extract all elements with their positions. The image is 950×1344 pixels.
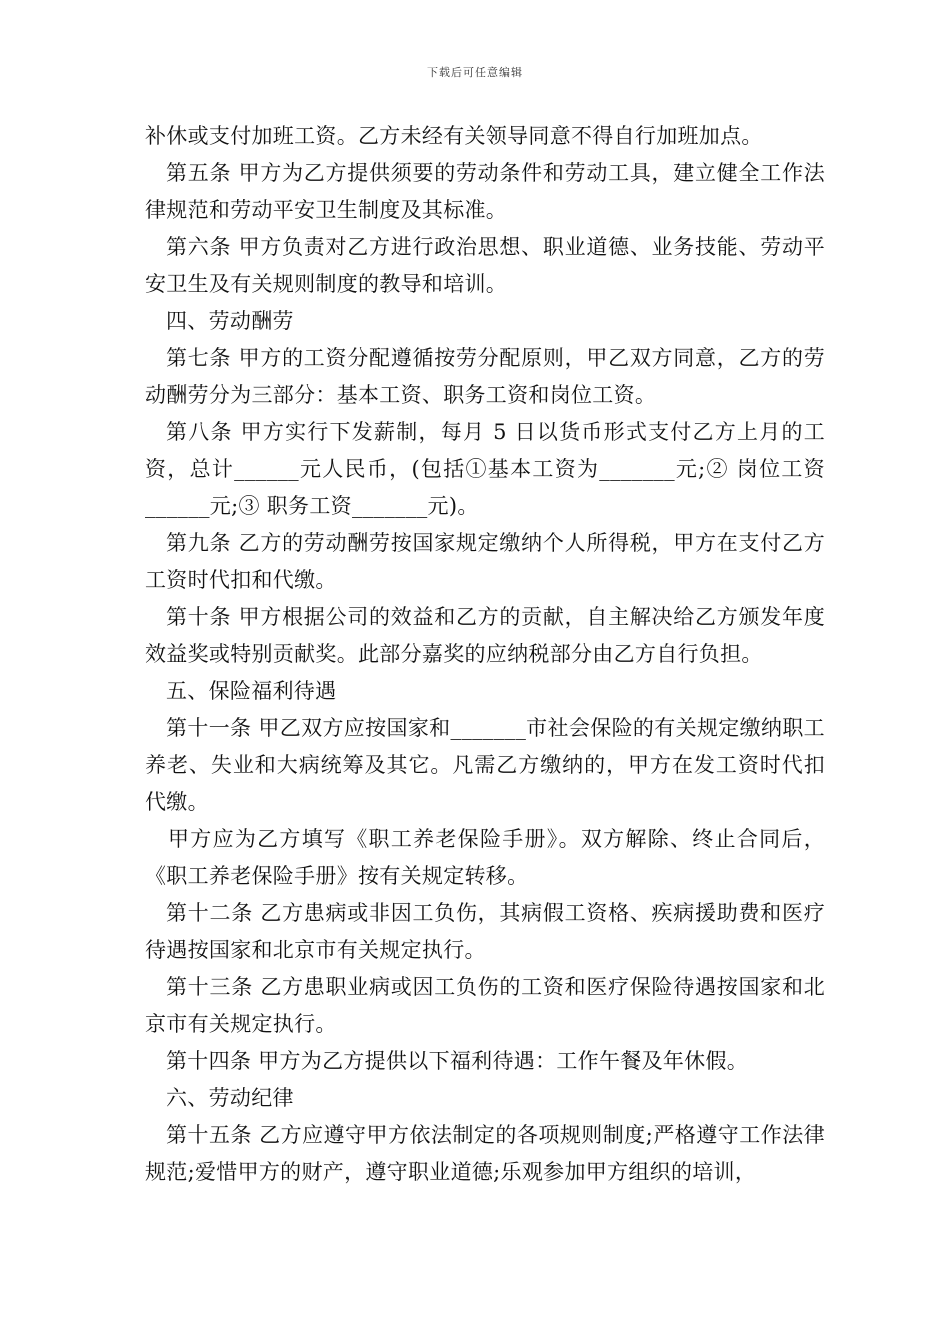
paragraph-article-8: 第八条 甲方实行下发薪制，每月 5 日以货币形式支付乙方上月的工资，总计______元人民币，(包括①基本工资为_______元;② 岗位工资______元;③ 职务工资_______元)。 xyxy=(145,420,825,518)
paragraph-article-10: 第十条 甲方根据公司的效益和乙方的贡献，自主解决给乙方颁发年度效益奖或特别贡献奖。此部分嘉奖的应纳税部分由乙方自行负担。 xyxy=(145,605,825,666)
section-heading-discipline: 六、劳动纪律 xyxy=(166,1086,294,1110)
paragraph-article-7: 第七条 甲方的工资分配遵循按劳分配原则，甲乙双方同意，乙方的劳动酬劳分为三部分：基本工资、职务工资和岗位工资。 xyxy=(145,346,825,407)
paragraph-article-5: 第五条 甲方为乙方提供须要的劳动条件和劳动工具，建立健全工作法律规范和劳动平安卫生制度及其标准。 xyxy=(145,161,825,222)
paragraph-article-6: 第六条 甲方负责对乙方进行政治思想、职业道德、业务技能、劳动平安卫生及有关规则制度的教导和培训。 xyxy=(145,235,825,296)
paragraph-article-12: 第十二条 乙方患病或非因工负伤，其病假工资格、疾病援助费和医疗待遇按国家和北京市有关规定执行。 xyxy=(145,901,825,962)
paragraph-article-11: 第十一条 甲乙双方应按国家和_______市社会保险的有关规定缴纳职工养老、失业和大病统筹及其它。凡需乙方缴纳的，甲方在发工资时代扣代缴。 xyxy=(145,716,825,814)
paragraph-article-14: 第十四条 甲方为乙方提供以下福利待遇：工作午餐及年休假。 xyxy=(166,1049,749,1073)
paragraph-article-15: 第十五条 乙方应遵守甲方依法制定的各项规则制度;严格遵守工作法律规范;爱惜甲方的财产，遵守职业道德;乐观参加甲方组织的培训， xyxy=(145,1123,825,1184)
paragraph-article-9: 第九条 乙方的劳动酬劳按国家规定缴纳个人所得税，甲方在支付乙方工资时代扣和代缴。 xyxy=(145,531,825,592)
paragraph-article-13: 第十三条 乙方患职业病或因工负伤的工资和医疗保险待遇按国家和北京市有关规定执行。 xyxy=(145,975,825,1036)
paragraph-pension-handbook: 甲方应为乙方填写《职工养老保险手册》。双方解除、终止合同后，《职工养老保险手册》按有关规定转移。 xyxy=(145,827,825,888)
section-heading-remuneration: 四、劳动酬劳 xyxy=(166,309,294,333)
section-heading-insurance: 五、保险福利待遇 xyxy=(166,679,337,703)
paragraph: 补休或支付加班工资。乙方未经有关领导同意不得自行加班加点。 xyxy=(145,124,763,148)
document-body xyxy=(145,118,825,1191)
page-header: 下载后可任意编辑 xyxy=(427,66,523,79)
